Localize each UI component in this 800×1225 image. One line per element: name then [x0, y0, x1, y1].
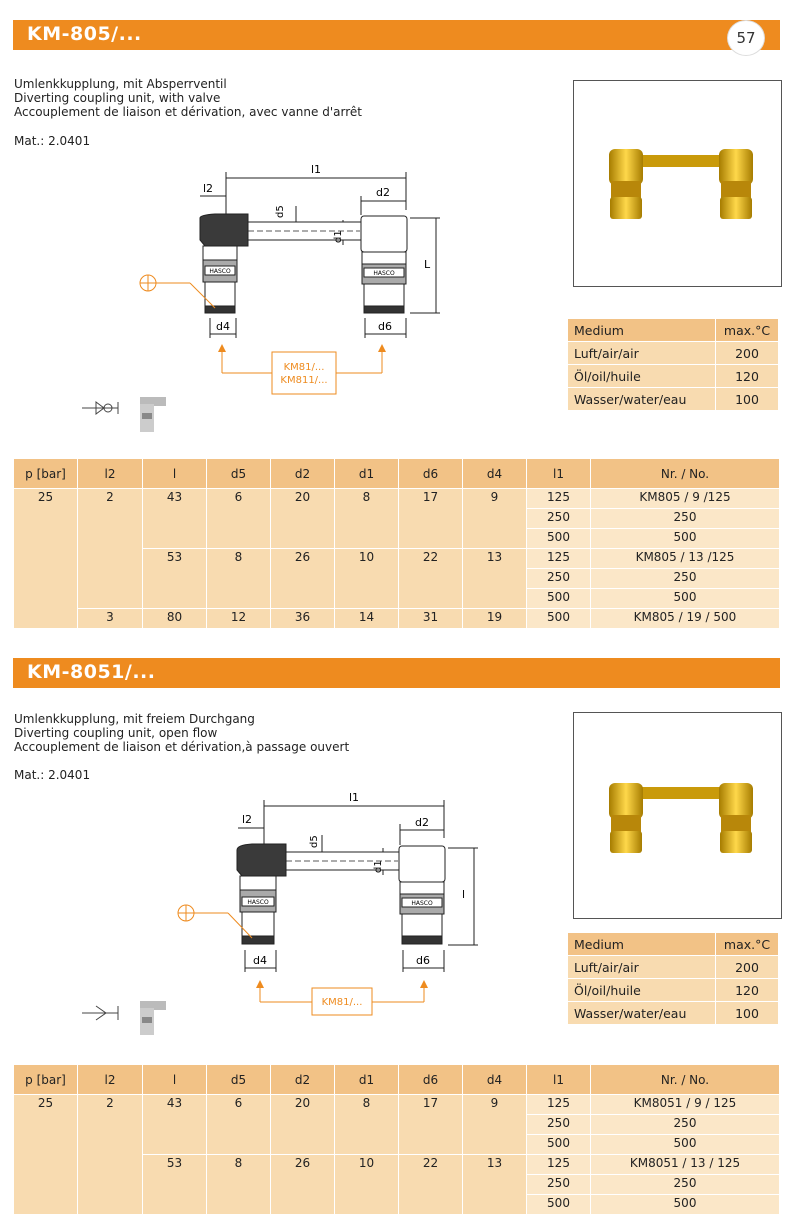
col-header: d6	[399, 1065, 463, 1095]
cell: 26	[271, 1155, 335, 1215]
cell: 43	[143, 489, 207, 549]
col-header: d1	[335, 459, 399, 489]
col-header: d5	[207, 459, 271, 489]
description-fr: Accouplement de liaison et dérivation, avec vanne d'arrêt	[14, 105, 362, 119]
coupling-thumbnail-icon	[140, 1001, 166, 1035]
cell: 43	[143, 1095, 207, 1155]
description-de: Umlenkkupplung, mit Absperrventil	[14, 77, 227, 91]
col-header: d6	[399, 459, 463, 489]
callout-label: KM81/...	[321, 997, 363, 1008]
cell: 22	[399, 549, 463, 609]
cell: 3	[78, 609, 143, 629]
col-header: l	[143, 1065, 207, 1095]
pbar-cell: 25	[14, 489, 78, 629]
valve-symbol-icon	[82, 402, 118, 414]
part-number: 250	[591, 1115, 780, 1135]
cell: 250	[527, 1175, 591, 1195]
cell: 14	[335, 609, 399, 629]
cell: 80	[143, 609, 207, 629]
spec-table	[13, 1064, 780, 1215]
dim-label: L	[424, 258, 431, 271]
technical-drawing	[70, 160, 530, 440]
cell: 125	[527, 1155, 591, 1175]
dim-label: l1	[310, 163, 322, 176]
cell: 8	[207, 1155, 271, 1215]
maxc-header: max.°C	[716, 319, 779, 342]
col-header: l2	[78, 1065, 143, 1095]
cell: 20	[271, 489, 335, 549]
product-photo	[573, 80, 782, 287]
cell: 31	[399, 609, 463, 629]
cell: 125	[527, 549, 591, 569]
medium-cell: Luft/air/air	[568, 956, 716, 979]
medium-table	[567, 932, 779, 1025]
open-flow-symbol-icon	[82, 1006, 118, 1020]
medium-cell: Wasser/water/eau	[568, 1002, 716, 1025]
medium-cell: Wasser/water/eau	[568, 388, 716, 411]
description-de: Umlenkkupplung, mit freiem Durchgang	[14, 712, 255, 726]
col-header: l2	[78, 459, 143, 489]
medium-cell: Luft/air/air	[568, 342, 716, 365]
cell: 8	[335, 489, 399, 549]
cell: 19	[463, 609, 527, 629]
dim-label: l2	[241, 813, 253, 826]
cell: 12	[207, 609, 271, 629]
part-number: KM8051 / 9 / 125	[591, 1095, 780, 1115]
cell: 13	[463, 1155, 527, 1215]
dim-label: d5	[275, 205, 286, 218]
temp-cell: 200	[716, 956, 779, 979]
section-header-km805	[13, 20, 780, 50]
part-number: KM8051 / 13 / 125	[591, 1155, 780, 1175]
description-en: Diverting coupling unit, open flow	[14, 726, 218, 740]
col-header: Nr. / No.	[591, 459, 780, 489]
dim-label: d2	[415, 816, 429, 829]
cell: 250	[527, 569, 591, 589]
cell: 8	[207, 549, 271, 609]
dim-label: l1	[348, 791, 360, 804]
col-header: d4	[463, 459, 527, 489]
cell: 20	[271, 1095, 335, 1155]
pbar-cell: 25	[14, 1095, 78, 1215]
dim-label: d4	[216, 320, 230, 333]
cell: 26	[271, 549, 335, 609]
table-row	[14, 489, 780, 509]
temp-cell: 120	[716, 365, 779, 388]
cell: 17	[399, 1095, 463, 1155]
medium-header: Medium	[568, 933, 716, 956]
temp-cell: 200	[716, 342, 779, 365]
part-number: 250	[591, 509, 780, 529]
dim-label: d4	[253, 954, 267, 967]
cell: 9	[463, 1095, 527, 1155]
dim-label: d1	[333, 230, 344, 243]
col-header: d1	[335, 1065, 399, 1095]
col-header: l1	[527, 1065, 591, 1095]
part-number: KM805 / 19 / 500	[591, 609, 780, 629]
coupling-thumbnail-icon	[140, 397, 166, 432]
dim-label: l	[462, 888, 466, 901]
part-number: 500	[591, 529, 780, 549]
medium-table	[567, 318, 779, 411]
dim-label: d1	[373, 860, 384, 873]
cell: 53	[143, 549, 207, 609]
description-fr: Accouplement de liaison et dérivation,à passage ouvert	[14, 740, 350, 754]
cell: 500	[527, 529, 591, 549]
part-number: KM805 / 13 /125	[591, 549, 780, 569]
part-number: 250	[591, 569, 780, 589]
cell: 10	[335, 549, 399, 609]
part-number: KM805 / 9 /125	[591, 489, 780, 509]
cell: 125	[527, 489, 591, 509]
cell: 9	[463, 489, 527, 549]
cell: 2	[78, 489, 143, 609]
table-row	[14, 1095, 780, 1115]
part-number: 500	[591, 589, 780, 609]
col-header: l1	[527, 459, 591, 489]
description	[14, 77, 362, 119]
temp-cell: 100	[716, 1002, 779, 1025]
col-header: p [bar]	[14, 459, 78, 489]
dim-label: d5	[309, 835, 320, 848]
table-row	[14, 609, 780, 629]
cell: 17	[399, 489, 463, 549]
cell: 8	[335, 1095, 399, 1155]
cell: 36	[271, 609, 335, 629]
cell: 500	[527, 589, 591, 609]
dim-label: d6	[378, 320, 392, 333]
brand-label: HASCO	[247, 899, 269, 906]
description-en: Diverting coupling unit, with valve	[14, 91, 221, 105]
col-header: d2	[271, 1065, 335, 1095]
col-header: Nr. / No.	[591, 1065, 780, 1095]
cell: 500	[527, 609, 591, 629]
dim-label: d6	[416, 954, 430, 967]
description	[14, 712, 349, 754]
part-number: 250	[591, 1175, 780, 1195]
col-header: p [bar]	[14, 1065, 78, 1095]
part-number: 500	[591, 1195, 780, 1215]
col-header: d5	[207, 1065, 271, 1095]
cell: 53	[143, 1155, 207, 1215]
section-header-km8051	[13, 658, 780, 688]
medium-cell: Öl/oil/huile	[568, 979, 716, 1002]
cell: 6	[207, 1095, 271, 1155]
material-number: Mat.: 2.0401	[14, 768, 91, 782]
col-header: d4	[463, 1065, 527, 1095]
temp-cell: 100	[716, 388, 779, 411]
dim-label: d2	[376, 186, 390, 199]
cell: 2	[78, 1095, 143, 1215]
part-number: 500	[591, 1135, 780, 1155]
cell: 250	[527, 509, 591, 529]
technical-drawing	[70, 785, 530, 1035]
col-header: d2	[271, 459, 335, 489]
cell: 500	[527, 1135, 591, 1155]
medium-cell: Öl/oil/huile	[568, 365, 716, 388]
cell: 250	[527, 1115, 591, 1135]
cell: 22	[399, 1155, 463, 1215]
brand-label: HASCO	[411, 900, 433, 907]
cell: 125	[527, 1095, 591, 1115]
section-title: KM-805/...	[27, 23, 142, 45]
brand-label: HASCO	[209, 268, 231, 275]
callout-label: KM81/...	[283, 362, 325, 373]
product-photo	[573, 712, 782, 919]
dim-label: l2	[202, 182, 214, 195]
callout-label: KM811/...	[280, 375, 328, 386]
col-header: l	[143, 459, 207, 489]
cell: 6	[207, 489, 271, 549]
section-title: KM-8051/...	[27, 661, 156, 683]
cell: 10	[335, 1155, 399, 1215]
cell: 500	[527, 1195, 591, 1215]
spec-table	[13, 458, 780, 629]
temp-cell: 120	[716, 979, 779, 1002]
material-number: Mat.: 2.0401	[14, 134, 91, 148]
cell: 13	[463, 549, 527, 609]
page-number: 57	[727, 20, 765, 56]
maxc-header: max.°C	[716, 933, 779, 956]
medium-header: Medium	[568, 319, 716, 342]
brand-label: HASCO	[373, 270, 395, 277]
